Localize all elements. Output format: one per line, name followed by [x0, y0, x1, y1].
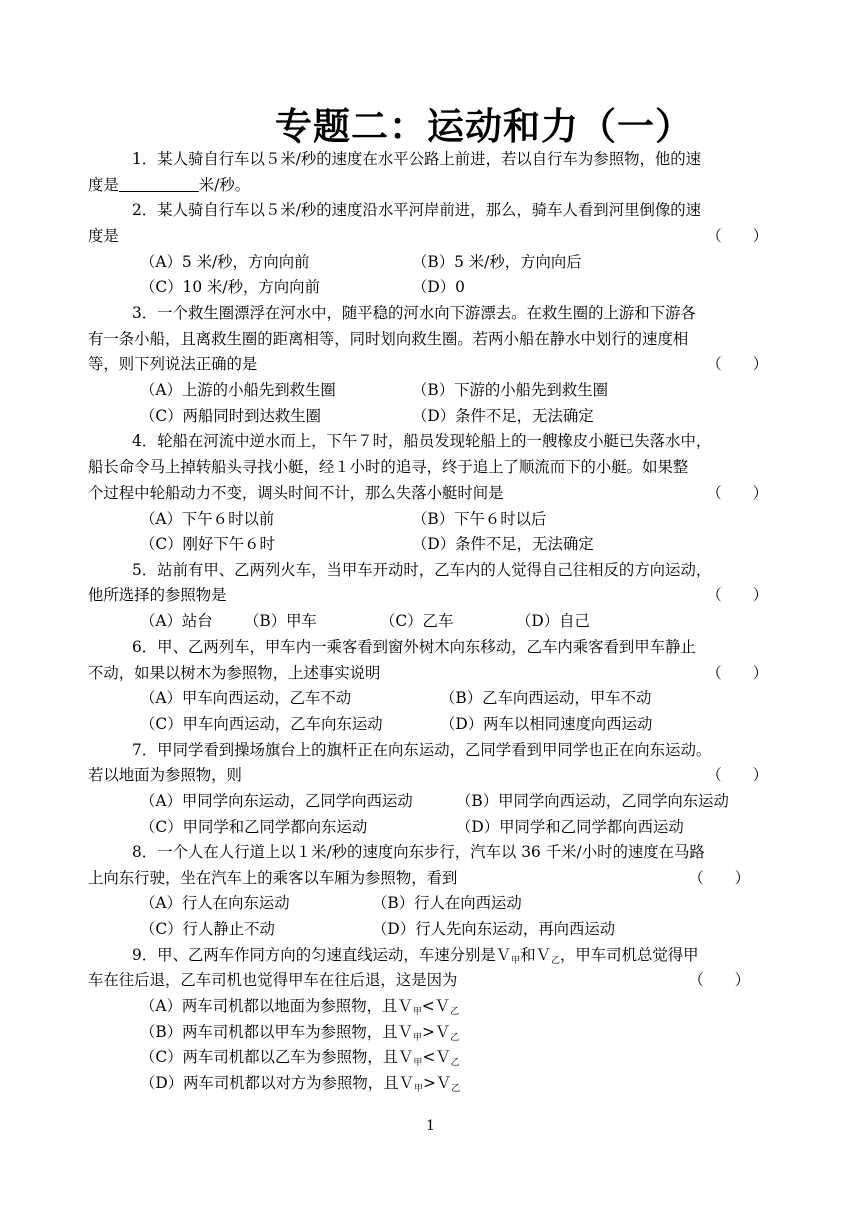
question-7-option-d: （D）甲同学和乙同学都向西运动 [456, 818, 684, 836]
answer-parentheses: （ ） [706, 766, 768, 784]
question-1-text: 度是 [88, 176, 119, 194]
subscript-yi: 乙 [450, 1007, 460, 1017]
answer-parentheses: （ ） [706, 227, 768, 245]
question-6-option-c: （C）甲车向西运动，乙车向东运动 [140, 715, 383, 733]
question-3-line-1: 3．一个救生圈漂浮在河水中，随平稳的河水向下游漂去。在救生圈的上游和下游各 [132, 304, 696, 322]
question-9-line-2 [88, 967, 750, 993]
question-5-line-1: 5．站前有甲、乙两列火车，当甲车开动时，乙车内的人觉得自己往相反的方向运动， [132, 561, 712, 579]
answer-parentheses: （ ） [706, 664, 768, 682]
answer-parentheses: （ ） [706, 484, 768, 502]
question-9-line-1 [132, 942, 768, 968]
page-title: 专题二：运动和力（一） [275, 105, 693, 148]
question-3-line-3 [88, 351, 768, 377]
question-5-line-2 [88, 582, 768, 608]
question-1-unit: 米/秒。 [198, 176, 251, 194]
question-6-option-b: （B）乙车向西运动，甲车不动 [440, 689, 652, 707]
question-4-stem-end: 个过程中轮船动力不变，调头时间不计，那么失落小艇时间是 [88, 484, 504, 502]
page-number: 1 [426, 1118, 435, 1134]
question-5-option-b: （B）甲车 [244, 612, 317, 630]
option-b-text: （B）两车司机都以甲车为参照物，且Ｖ [140, 1023, 413, 1041]
question-6-line-1: 6．甲、乙两列车，甲车内一乘客看到窗外树木向东移动，乙车内乘客看到甲车静止 [132, 638, 696, 656]
question-3-line-2: 有一条小船，且离救生圈的距离相等，同时划向救生圈。若两小船在静水中划行的速度相 [88, 330, 689, 348]
subscript-yi: 乙 [550, 956, 560, 966]
question-5-option-d: （D）自己 [516, 612, 590, 630]
question-4-line-1: 4．轮船在河流中逆水而上，下午７时，船员发现轮船上的一艘橡皮小艇已失落水中， [132, 432, 712, 450]
question-8-option-b: （B）行人在向西运动 [372, 894, 522, 912]
question-3-option-b: （B）下游的小船先到救生圈 [412, 381, 608, 399]
subscript-yi: 乙 [451, 1084, 461, 1094]
question-7-stem-end: 若以地面为参照物，则 [88, 766, 242, 784]
question-1-line-2 [88, 172, 768, 198]
option-d-text: （D）两车司机都以对方为参照物，且Ｖ [140, 1074, 414, 1092]
question-7-option-a: （A）甲同学向东运动，乙同学向西运动 [140, 792, 413, 810]
question-5-stem-end: 他所选择的参照物是 [88, 586, 227, 604]
answer-parentheses: （ ） [706, 355, 768, 373]
question-9-text-a: 9．甲、乙两车作同方向的匀速直线运动，车速分别是Ｖ [132, 946, 512, 964]
question-6-option-d: （D）两车以相同速度向西运动 [440, 715, 653, 733]
question-3-option-c: （C）两船同时到达救生圈 [140, 407, 322, 425]
question-1-line-1: 1．某人骑自行车以５米/秒的速度在水平公路上前进，若以自行车为参照物，他的速 [132, 150, 702, 168]
subscript-jia: 甲 [412, 1033, 422, 1043]
question-8-stem-end: 上向东行驶，坐在汽车上的乘客以车厢为参照物，看到 [88, 869, 458, 887]
subscript-jia: 甲 [413, 1058, 423, 1068]
question-2-stem-end: 度是 [88, 227, 119, 245]
answer-blank [119, 175, 199, 192]
question-9-text-c: ，甲车司机总觉得甲 [560, 946, 699, 964]
option-c-text: （C）两车司机都以乙车为参照物，且Ｖ [140, 1048, 414, 1066]
question-5-option-a: （A）站台 [140, 612, 213, 630]
question-2-option-c: （C）10 米/秒，方向向前 [140, 278, 320, 296]
question-7-option-c: （C）甲同学和乙同学都向东运动 [140, 818, 368, 836]
question-4-option-d: （D）条件不足，无法确定 [412, 535, 594, 553]
answer-parentheses: （ ） [688, 971, 750, 989]
subscript-jia: 甲 [412, 1007, 422, 1017]
question-3-stem-end: 等，则下列说法正确的是 [88, 355, 258, 373]
question-8-line-2 [88, 865, 750, 891]
question-4-line-3 [88, 480, 768, 506]
question-2-line-1: 2．某人骑自行车以５米/秒的速度沿水平河岸前进，那么，骑车人看到河里倒像的速 [132, 201, 702, 219]
question-3-option-a: （A）上游的小船先到救生圈 [140, 381, 336, 399]
question-4-option-a: （A）下午６时以前 [140, 510, 275, 528]
question-9-option-d [140, 1070, 460, 1102]
subscript-yi: 乙 [450, 1033, 460, 1043]
question-2-option-a: （A）5 米/秒，方向向前 [140, 253, 310, 271]
option-a-relation: <Ｖ [421, 997, 451, 1015]
subscript-jia: 甲 [511, 956, 521, 966]
option-c-relation: <Ｖ [422, 1048, 451, 1066]
answer-parentheses: （ ） [706, 586, 768, 604]
question-9-text-b: 和Ｖ [520, 946, 551, 964]
question-7-option-b: （B）甲同学向西运动，乙同学向东运动 [456, 792, 729, 810]
question-6-line-2 [88, 660, 768, 686]
subscript-yi: 乙 [450, 1058, 460, 1068]
question-2-option-b: （B）5 米/秒，方向向后 [412, 253, 582, 271]
option-b-relation: >Ｖ [421, 1023, 451, 1041]
question-6-option-a: （A）甲车向西运动，乙车不动 [140, 689, 352, 707]
question-7-line-2 [88, 762, 768, 788]
question-2-line-2 [88, 223, 768, 249]
question-7-line-1: 7．甲同学看到操场旗台上的旗杆正在向东运动，乙同学看到甲同学也正在向东运动。 [132, 741, 712, 759]
question-8-option-d: （D）行人先向东运动，再向西运动 [372, 920, 616, 938]
question-4-option-c: （C）刚好下午６时 [140, 535, 275, 553]
question-4-option-b: （B）下午６时以后 [412, 510, 547, 528]
option-d-relation: >Ｖ [423, 1074, 452, 1092]
question-8-option-c: （C）行人静止不动 [140, 920, 275, 938]
question-9-stem-end: 车在往后退，乙车司机也觉得甲车在往后退，这是因为 [88, 971, 458, 989]
question-6-stem-end: 不动，如果以树木为参照物，上述事实说明 [88, 664, 381, 682]
question-2-option-d: （D）0 [412, 278, 465, 296]
question-4-line-2: 船长命令马上掉转船头寻找小艇，经１小时的追寻，终于追上了顺流而下的小艇。如果整 [88, 458, 689, 476]
question-8-line-1: 8．一个人在人行道上以１米/秒的速度向东步行，汽车以 36 千米/小时的速度在马路 [132, 843, 705, 861]
answer-parentheses: （ ） [688, 869, 750, 887]
option-a-text: （A）两车司机都以地面为参照物，且Ｖ [140, 997, 413, 1015]
question-8-option-a: （A）行人在向东运动 [140, 894, 290, 912]
subscript-jia: 甲 [413, 1084, 423, 1094]
question-5-option-c: （C）乙车 [380, 612, 454, 630]
question-3-option-d: （D）条件不足，无法确定 [412, 407, 594, 425]
